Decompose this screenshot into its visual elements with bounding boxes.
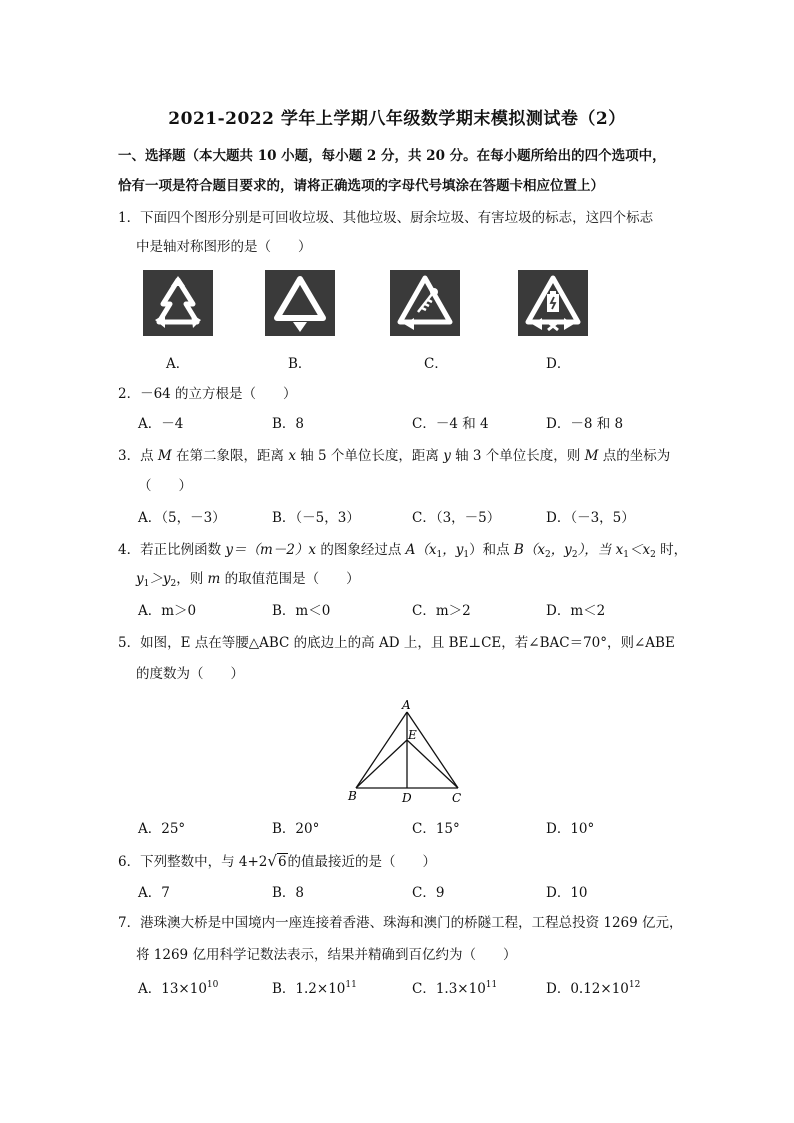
q7-option-text: C．1.3×10 <box>412 981 486 997</box>
q4-text: ＞y <box>149 571 171 587</box>
q6-option-c[interactable]: C．9 <box>412 885 445 901</box>
q3-var-m: M <box>584 448 599 464</box>
hazardous-waste-icon <box>518 270 588 336</box>
q3-option-d[interactable]: D．（－3，5） <box>546 510 635 526</box>
q7-stem-line1: 7．港珠澳大桥是中国境内一座连接着香港、珠海和澳门的桥隧工程，工程总投资 1269 亿元， <box>118 915 683 931</box>
q7-option-d[interactable] <box>546 979 640 1001</box>
subscript: 2 <box>571 550 578 560</box>
q4-stem-line1 <box>118 540 687 562</box>
q4-point-b: B（x <box>513 542 545 558</box>
q1-option-c[interactable]: C． <box>424 356 448 372</box>
q6-option-b[interactable]: B．8 <box>272 885 305 901</box>
q4-text: 的图象经过点 <box>316 542 406 558</box>
q4-text: ）和点 <box>469 542 514 558</box>
q7-option-text: A．13×10 <box>138 981 207 997</box>
q7-option-text: D．0.12×10 <box>546 981 629 997</box>
q2-stem: 2．－64 的立方根是（ ） <box>118 386 297 402</box>
q5-option-b[interactable]: B．20° <box>272 821 320 837</box>
q2-option-d[interactable]: D．－8 和 8 <box>546 416 624 432</box>
q2-option-b[interactable]: B．8 <box>272 416 305 432</box>
q2-option-c[interactable]: C．－4 和 4 <box>412 416 489 432</box>
subscript: 2 <box>544 550 551 560</box>
subscript: 1 <box>143 579 150 589</box>
q4-var-m: m <box>207 571 221 587</box>
q3-text: 在第二象限，距离 <box>171 448 289 464</box>
q7-option-b[interactable] <box>272 979 357 1001</box>
q4-text: ，y <box>442 542 464 558</box>
q4-text: 的取值范围是（ ） <box>220 571 360 587</box>
subscript: 1 <box>436 550 443 560</box>
q1-option-b[interactable]: B． <box>288 356 312 372</box>
q3-var-y: y <box>443 448 451 464</box>
subscript: 2 <box>650 550 656 560</box>
q4-option-c[interactable]: C．m＞2 <box>412 603 471 619</box>
q4-text: ＜x <box>628 542 651 558</box>
q7-option-c[interactable] <box>412 979 497 1001</box>
q6-stem <box>118 851 436 872</box>
q4-text: y <box>136 571 144 587</box>
q6-radicand: 6 <box>277 854 287 870</box>
label-a: A <box>402 698 411 712</box>
q1-stem-line2: 中是轴对称图形的是（ ） <box>136 239 312 255</box>
q4-function: y＝（m－2）x <box>225 542 317 558</box>
q3-var-x: x <box>288 448 296 464</box>
q5-option-a[interactable]: A．25° <box>138 821 186 837</box>
q4-stem-line2 <box>136 569 360 591</box>
triangle-figure <box>340 696 470 806</box>
q5-stem-line1: 5．如图，E 点在等腰△ABC 的底边上的高 AD 上，且 BE⊥CE，若∠BAC＝70°，则∠ABE <box>118 635 675 651</box>
q7-option-text: B．1.2×10 <box>272 981 346 997</box>
q3-option-a[interactable]: A．（5，－3） <box>138 510 226 526</box>
subscript: 2 <box>170 579 177 589</box>
q4-text: 时， <box>655 542 688 558</box>
page-title: 2021-2022 学年上学期八年级数学期末模拟测试卷（2） <box>168 109 626 129</box>
q6-option-a[interactable]: A．7 <box>138 885 170 901</box>
q4-text: ，则 <box>176 571 208 587</box>
q3-option-b[interactable]: B．（－5，3） <box>272 510 360 526</box>
q4-text: ），当 x <box>577 542 624 558</box>
label-d: D <box>402 791 412 805</box>
q7-stem-line2: 将 1269 亿用科学记数法表示，结果并精确到百亿约为（ ） <box>136 947 517 963</box>
q4-option-a[interactable]: A．m＞0 <box>138 603 197 619</box>
q5-option-d[interactable]: D．10° <box>546 821 595 837</box>
label-c: C <box>452 791 462 805</box>
recyclable-waste-icon <box>143 270 213 336</box>
q1-option-a[interactable]: A． <box>166 356 190 372</box>
q6-text: 6．下列整数中，与 4+2 <box>118 854 268 870</box>
q3-text: 轴 3 个单位长度，则 <box>450 448 585 464</box>
q4-option-d[interactable]: D．m＜2 <box>546 603 606 619</box>
q5-stem-line2: 的度数为（ ） <box>136 666 244 682</box>
q3-text: 轴 5 个单位长度，距离 <box>295 448 444 464</box>
q6-option-d[interactable]: D．10 <box>546 885 588 901</box>
q3-text: 3．点 <box>118 448 158 464</box>
q1-option-d[interactable]: D． <box>546 356 571 372</box>
subscript: 1 <box>623 550 629 560</box>
superscript: 11 <box>345 980 357 990</box>
q2-option-a[interactable]: A．－4 <box>138 416 184 432</box>
other-waste-icon <box>265 270 335 336</box>
q5-option-c[interactable]: C．15° <box>412 821 460 837</box>
q4-point-a: A（x <box>405 542 437 558</box>
superscript: 10 <box>206 980 219 990</box>
q3-var-m: M <box>157 448 172 464</box>
label-b: B <box>348 789 357 803</box>
superscript: 11 <box>485 980 498 990</box>
q3-stem-line1 <box>118 446 670 466</box>
sqrt-icon: √ <box>267 852 277 870</box>
q6-text: 的值最接近的是（ ） <box>287 854 437 870</box>
section-instructions-line1: 一、选择题（本大题共 10 小题，每小题 2 分，共 20 分。在每小题所给出的四个选项中， <box>118 148 666 164</box>
subscript: 1 <box>463 550 470 560</box>
section-instructions-line2: 恰有一项是符合题目要求的，请将正确选项的字母代号填涂在答题卡相应位置上） <box>118 178 604 194</box>
q1-stem-line1: 1．下面四个图形分别是可回收垃圾、其他垃圾、厨余垃圾、有害垃圾的标志，这四个标志 <box>118 210 654 226</box>
label-e: E <box>408 728 417 742</box>
q4-text: 4．若正比例函数 <box>118 542 226 558</box>
q4-text: ，y <box>550 542 572 558</box>
q3-option-c[interactable]: C．（3，－5） <box>412 510 501 526</box>
superscript: 12 <box>628 980 641 990</box>
q7-option-a[interactable] <box>138 979 218 1001</box>
q3-text: 点的坐标为 <box>598 448 671 464</box>
q4-option-b[interactable]: B．m＜0 <box>272 603 331 619</box>
q3-stem-line2: （ ） <box>138 478 192 494</box>
kitchen-waste-icon <box>390 270 460 336</box>
